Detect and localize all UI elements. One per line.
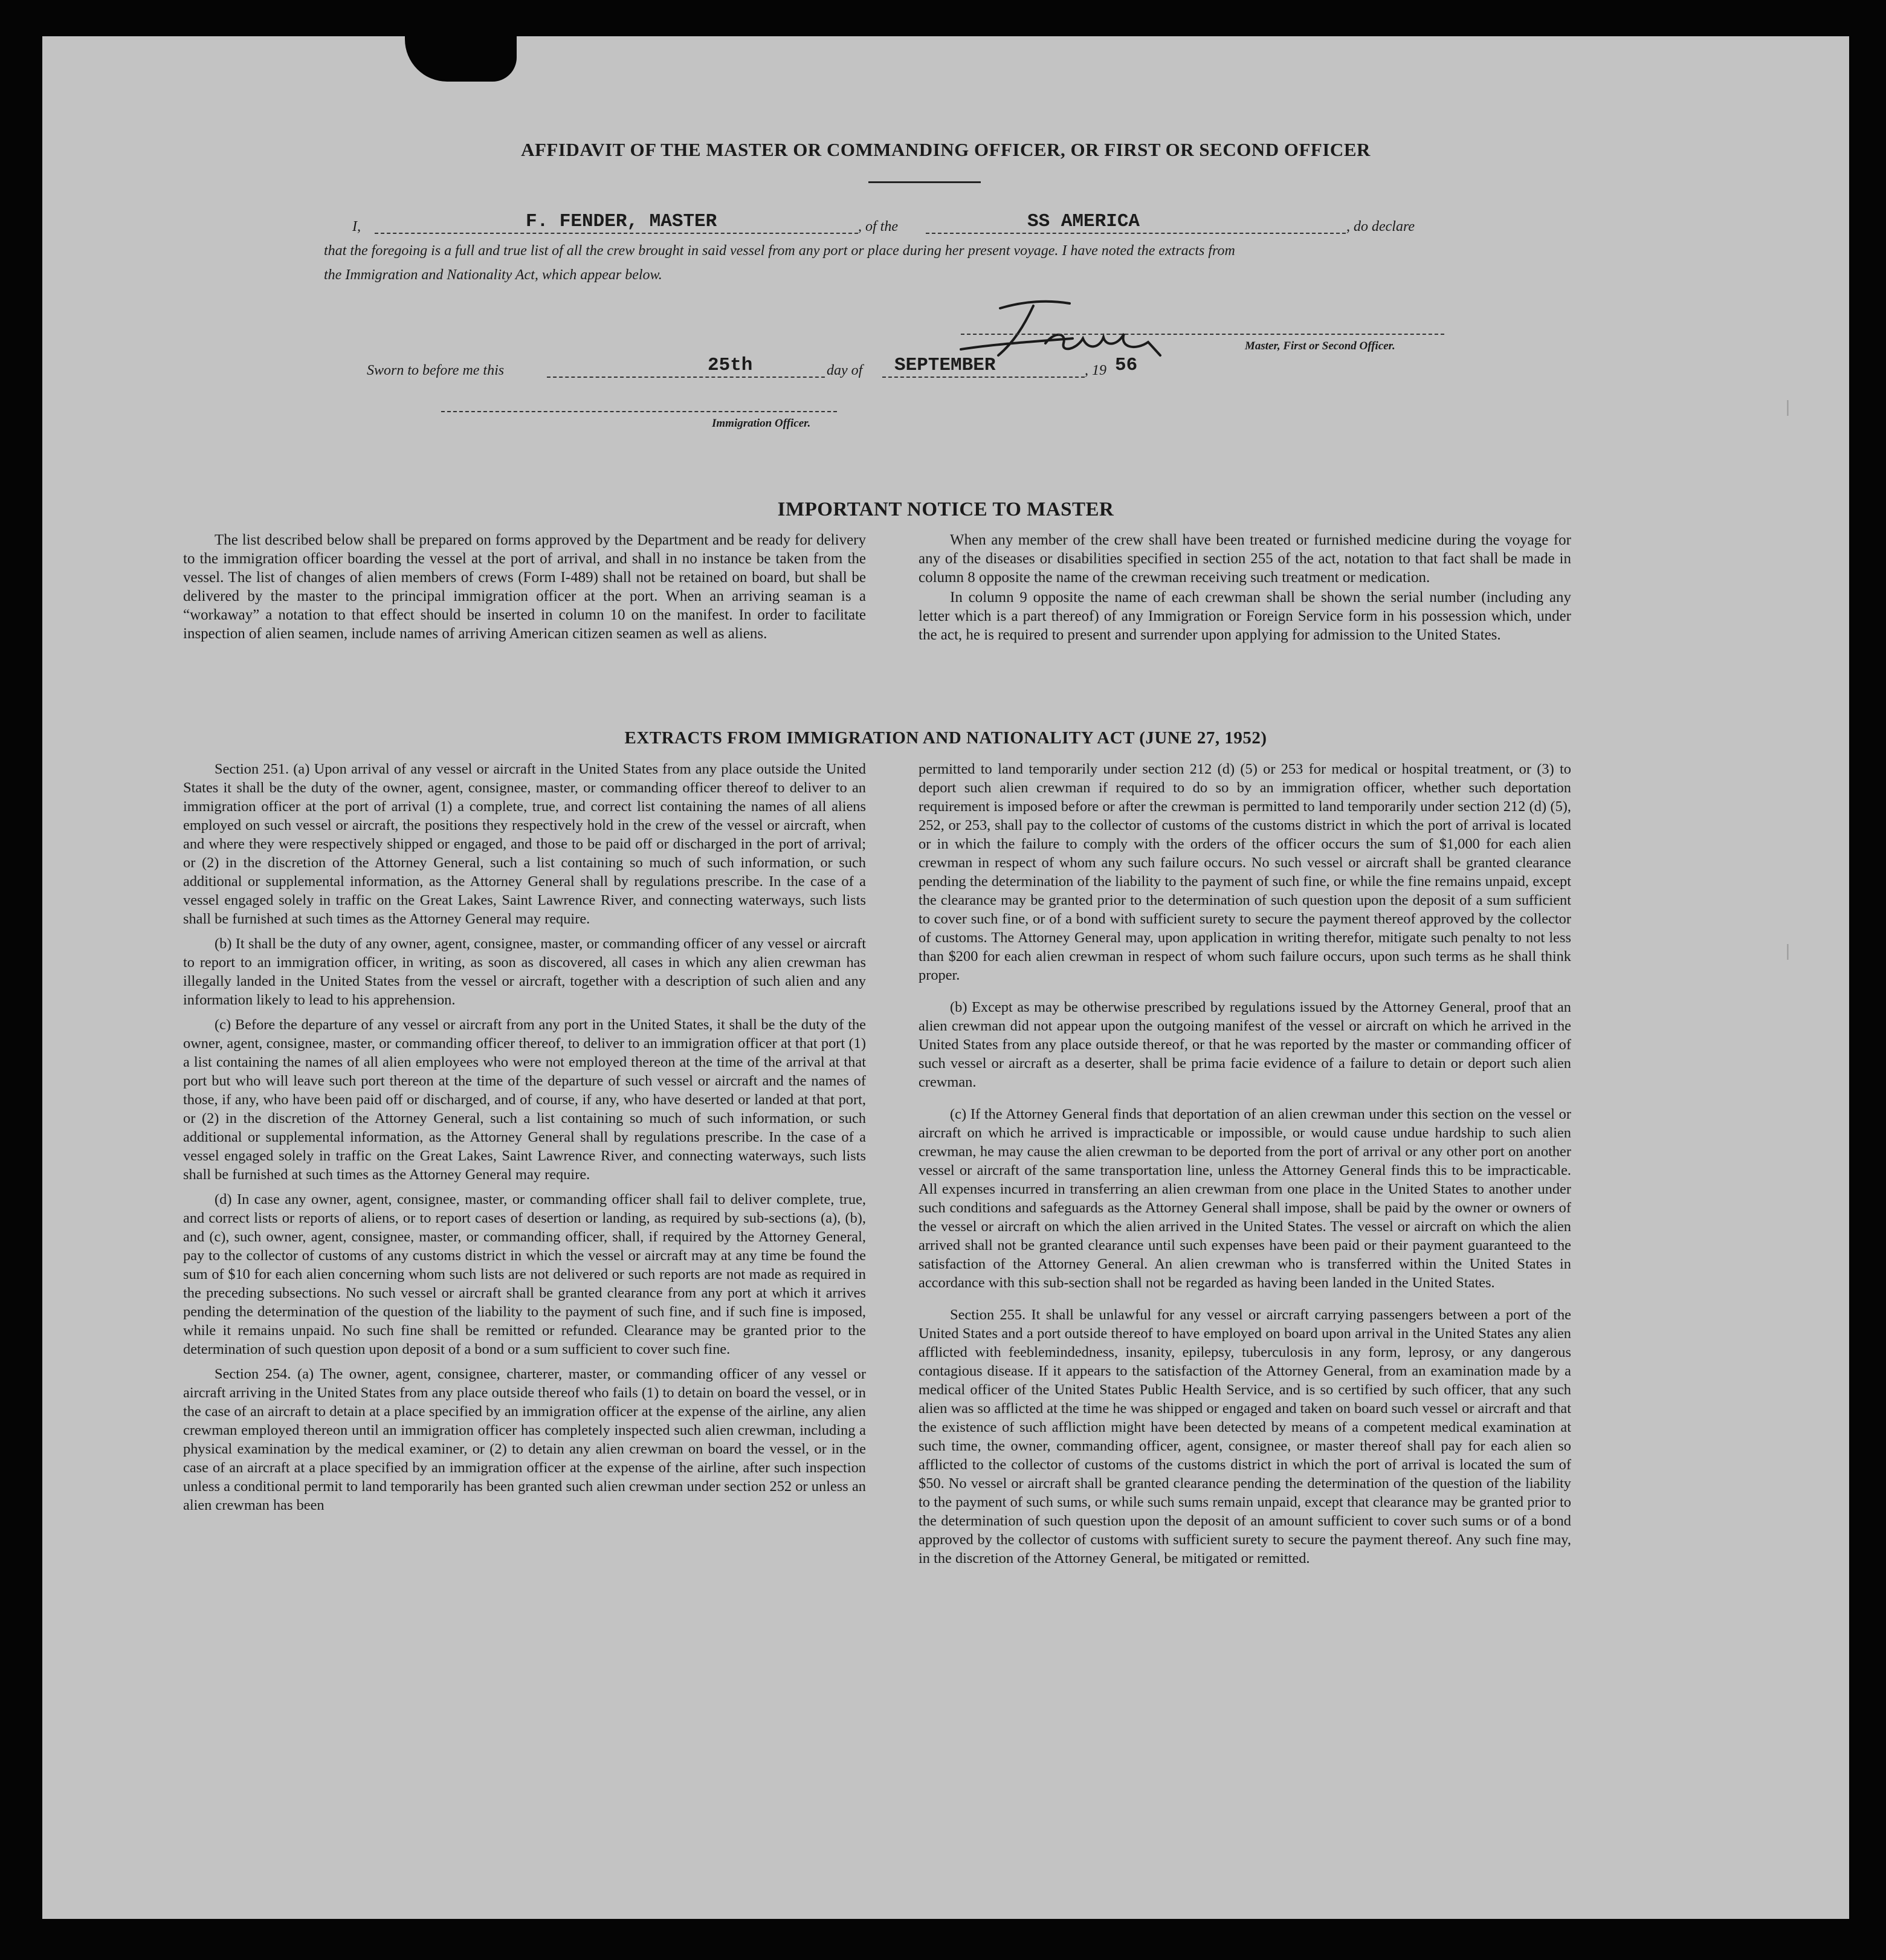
decl-line-3: the Immigration and Nationality Act, which appear below. xyxy=(324,267,662,283)
bleed-through-mark: | xyxy=(1783,399,1793,418)
officer-signature-line xyxy=(441,411,837,412)
decl-prefix: I, xyxy=(352,219,361,234)
section-251-c: (c) Before the departure of any vessel or aircraft from any port in the United States, it shall be the duty of the owner, agent, consignee, master, or commanding officer thereof, to deliver to an immigration officer at that port (1) a list containing the names of all alien employees who were not employed thereon at the time of the arrival at that port but who will leave such port thereon at the time of the departure of such vessel or aircraft and the names of those, if any, who have been paid off or discharged, and of course, if any, who have deserted or landed at that port, or (2) in the discretion of the Attorney General, such a list containing so much of such information, or such additional or supplemental information, as the Attorney General shall by regulations prescribe. In the case of a vessel engaged solely in traffic on the Great Lakes, Saint Lawrence River, and connecting waterways, such lists shall be furnished at such times as the Attorney General may require. xyxy=(183,1017,866,1183)
notice-right-paragraph-2: In column 9 opposite the name of each crewman shall be shown the serial number (including any letter which is a part thereof) of any Immigration or Foreign Service form in his possession which, under the act, he is required to present and surrender upon applying for admission to the United States. xyxy=(919,589,1571,643)
bleed-through-mark: | xyxy=(1783,943,1793,962)
section-255: Section 255. It shall be unlawful for any vessel or aircraft carrying passengers between a port of the United States and a port outside thereof to have employed on board upon arrival in the United States any alien afflicted with feeblemindedness, insanity, epilepsy, tuberculosis in any form, leprosy, or any dangerous contagious disease. If it appears to the satisfaction of the Attorney General, from an examination made by a medical officer of the United States Public Health Service, and is so certified by such officer, that any such alien was so afflicted at the time he was shipped or engaged and taken on board such vessel or aircraft and that the existence of such affliction might have been detected by means of a competent medical examination at such time, the owner, commanding officer, agent, consignee, or master thereof shall pay for each alien so afflicted to the collector of customs of the customs district in which the port of arrival is located the sum of $50. No vessel or aircraft shall be granted clearance pending the determination of the question of the liability to the payment of such sums, or while such sums remain unpaid, except that clearance may be granted prior to the determination of such question upon the deposit of an amount sufficient to cover such sums or of a bond approved by the collector of customs with sufficient surety to secure the payment thereof. Any such fine may, in the discretion of the Attorney General, be mitigated or remitted. xyxy=(919,1307,1571,1567)
notice-left-paragraph: The list described below shall be prepared on forms approved by the Department and be ready for delivery to the immigration officer boarding the vessel at the port of arrival, and shall in no instance be taken from the vessel. The list of changes of alien members of crews (Form I-489) shall not be retained on board, but shall be delivered by the master to the principal immigration officer at the port. When an arriving seaman is a “workaway” a notation to that effect should be inserted in column 10 on the manifest. In order to facilitate inspection of alien seamen, include names of arriving American citizen seamen as well as aliens. xyxy=(183,532,866,642)
extracts-right-column xyxy=(919,760,1571,1574)
torn-corner xyxy=(405,36,517,82)
officer-caption: Immigration Officer. xyxy=(712,417,811,430)
section-254-a-continued: permitted to land temporarily under section 212 (d) (5) or 253 for medical or hospital treatment, or (3) to deport such alien crewman if required to do so by an immigration officer, whether such deportation requirement is imposed before or after the crewman is permitted to land temporarily under section 212 (d) (5), 252, or 253, shall pay to the collector of customs of the customs district in which the port of arrival is located or in which the failure to comply with the orders of the officer occurs the sum of $1,000 for each alien crewman in respect of whom any such failure occurs. No such vessel or aircraft shall be granted clearance pending the determination of the liability to the payment of such fine, or while the fine remains unpaid, except the clearance may be granted prior to the determination of such question upon the deposit of a sum sufficient to cover such fine, or of a bond with sufficient surety to secure the payment thereof approved by the collector of customs. The Attorney General may, upon application in writing therefor, mitigate such penalty to not less than $200 for each alien crewman in respect of whom such failure occurs, upon such terms as he shall think proper. xyxy=(919,761,1571,983)
document-page xyxy=(42,36,1849,1919)
sworn-day-of: day of xyxy=(827,363,863,378)
sworn-day: 25th xyxy=(708,355,753,376)
title-underline xyxy=(868,181,981,183)
affidavit-title: AFFIDAVIT OF THE MASTER OR COMMANDING OFFICER, OR FIRST OR SECOND OFFICER xyxy=(521,139,1371,160)
section-251-b: (b) It shall be the duty of any owner, agent, consignee, master, or commanding officer of any vessel or aircraft to report to an immigration officer, in writing, as soon as discovered, all cases in which any alien crewman has illegally landed in the United States from the vessel or aircraft, together with a description of such alien and any information likely to lead to his apprehension. xyxy=(183,936,866,1008)
month-blank xyxy=(882,377,1085,378)
decl-do-declare: , do declare xyxy=(1346,219,1415,234)
section-254-a: Section 254. (a) The owner, agent, consignee, charterer, master, or commanding officer of any vessel or aircraft arriving in the United States from any place outside thereof who fails (1) to detain on board the vessel, or in the case of an aircraft to detain at a place specified by an immigration officer at the expense of the airline, any alien crewman employed thereon until an immigration officer has completely inspected such alien crewman, including a physical examination by the medical examiner, or (2) to detain any alien crewman on board the vessel, or in the case of an aircraft at a place specified by an immigration officer at the expense of the airline, after such inspection unless a conditional permit to land temporarily has been granted such alien crewman under section 252 or unless an alien crewman has been xyxy=(183,1366,866,1513)
section-251-d: (d) In case any owner, agent, consignee, master, or commanding officer shall fail to deliver complete, true, and correct lists or reports of aliens, or to report cases of desertion or landing, as required by sub-sections (a), (b), and (c), such owner, agent, consignee, master, or commanding officer, shall, if required by the Attorney General, pay to the collector of customs of any customs district in which the vessel or aircraft may at any time be found the sum of $10 for each alien concerning whom such lists are not delivered or such reports are not made as required in the preceding subsections. No such vessel or aircraft shall be granted clearance from any port at which it arrives pending the determination of the question of the liability to the payment of such fine, and if such fine is imposed, while it remains unpaid. No such fine shall be remitted or refunded. Clearance may be granted prior to the determination of such question upon deposit of a bond or a sum sufficient to cover such fine. xyxy=(183,1191,866,1357)
decl-of-the: , of the xyxy=(858,219,898,234)
sworn-year: 56 xyxy=(1115,355,1138,376)
decl-line-2: that the foregoing is a full and true list of all the crew brought in said vessel from any port or place during her present voyage. I have noted the extracts from xyxy=(324,243,1235,259)
day-blank xyxy=(547,377,825,378)
notice-left-column xyxy=(183,531,866,649)
name-blank xyxy=(375,233,858,234)
signature-line xyxy=(961,334,1444,335)
signature-caption: Master, First or Second Officer. xyxy=(1245,340,1395,352)
extracts-left-column xyxy=(183,760,866,1521)
notice-title: IMPORTANT NOTICE TO MASTER xyxy=(777,499,1114,520)
section-254-b: (b) Except as may be otherwise prescribed by regulations issued by the Attorney General, proof that an alien crewman did not appear upon the outgoing manifest of the vessel or aircraft on which he arrived in the United States from any place outside thereof, or that he was reported by the master or commanding officer of such vessel or aircraft as a deserter, shall be prima facie evidence of a failure to detain or deport such alien crewman. xyxy=(919,999,1571,1090)
master-name: F. FENDER, MASTER xyxy=(526,211,717,232)
sworn-year-prefix: , 19 xyxy=(1085,363,1106,378)
sworn-month: SEPTEMBER xyxy=(894,355,996,376)
section-251-a: Section 251. (a) Upon arrival of any vessel or aircraft in the United States from any place outside the United States it shall be the duty of the owner, agent, consignee, master, or commanding officer thereof to deliver to an immigration officer at the port of arrival (1) a complete, true, and correct list containing the names of all aliens employed on such vessel or aircraft, the positions they respectively hold in the crew of the vessel or aircraft, when and where they were respectively shipped or engaged, and those to be paid off or discharged in the port of arrival; or (2) in the discretion of the Attorney General, such a list containing so much of such information, or such additional or supplemental information, as the Attorney General shall by regulations prescribe. In the case of a vessel engaged solely in traffic on the Great Lakes, Saint Lawrence River, and connecting waterways, such lists shall be furnished at such times as the Attorney General may require. xyxy=(183,761,866,927)
notice-right-paragraph-1: When any member of the crew shall have been treated or furnished medicine during the voyage for any of the diseases or disabilities specified in section 255 of the act, notation to that fact shall be made in column 8 opposite the name of the crewman receiving such treatment or medication. xyxy=(919,532,1571,586)
extracts-title: EXTRACTS FROM IMMIGRATION AND NATIONALITY ACT (JUNE 27, 1952) xyxy=(624,728,1267,748)
notice-right-column xyxy=(919,531,1571,650)
vessel-name: SS AMERICA xyxy=(1027,211,1140,232)
sworn-label: Sworn to before me this xyxy=(367,363,505,378)
section-254-c: (c) If the Attorney General finds that deportation of an alien crewman under this section on the vessel or aircraft on which he arrived is impracticable or impossible, or would cause undue hardship to such alien crewman, he may cause the alien crewman to be deported from the port of arrival or any other port on another vessel or aircraft of the same transportation line, unless the Attorney General finds this to be impracticable. All expenses incurred in transferring an alien crewman from one place in the United States to another under such conditions and safeguards as the Attorney General shall impose, shall be paid by the owner or owners of the vessel or aircraft on which the alien arrived in the United States. The vessel or aircraft on which the alien arrived shall not be granted clearance until such expenses have been paid or their payment guaranteed to the satisfaction of the Attorney General. An alien crewman who is transferred within the United States in accordance with this sub-section shall not be regarded as having been landed in the United States. xyxy=(919,1106,1571,1291)
vessel-blank xyxy=(926,233,1346,234)
